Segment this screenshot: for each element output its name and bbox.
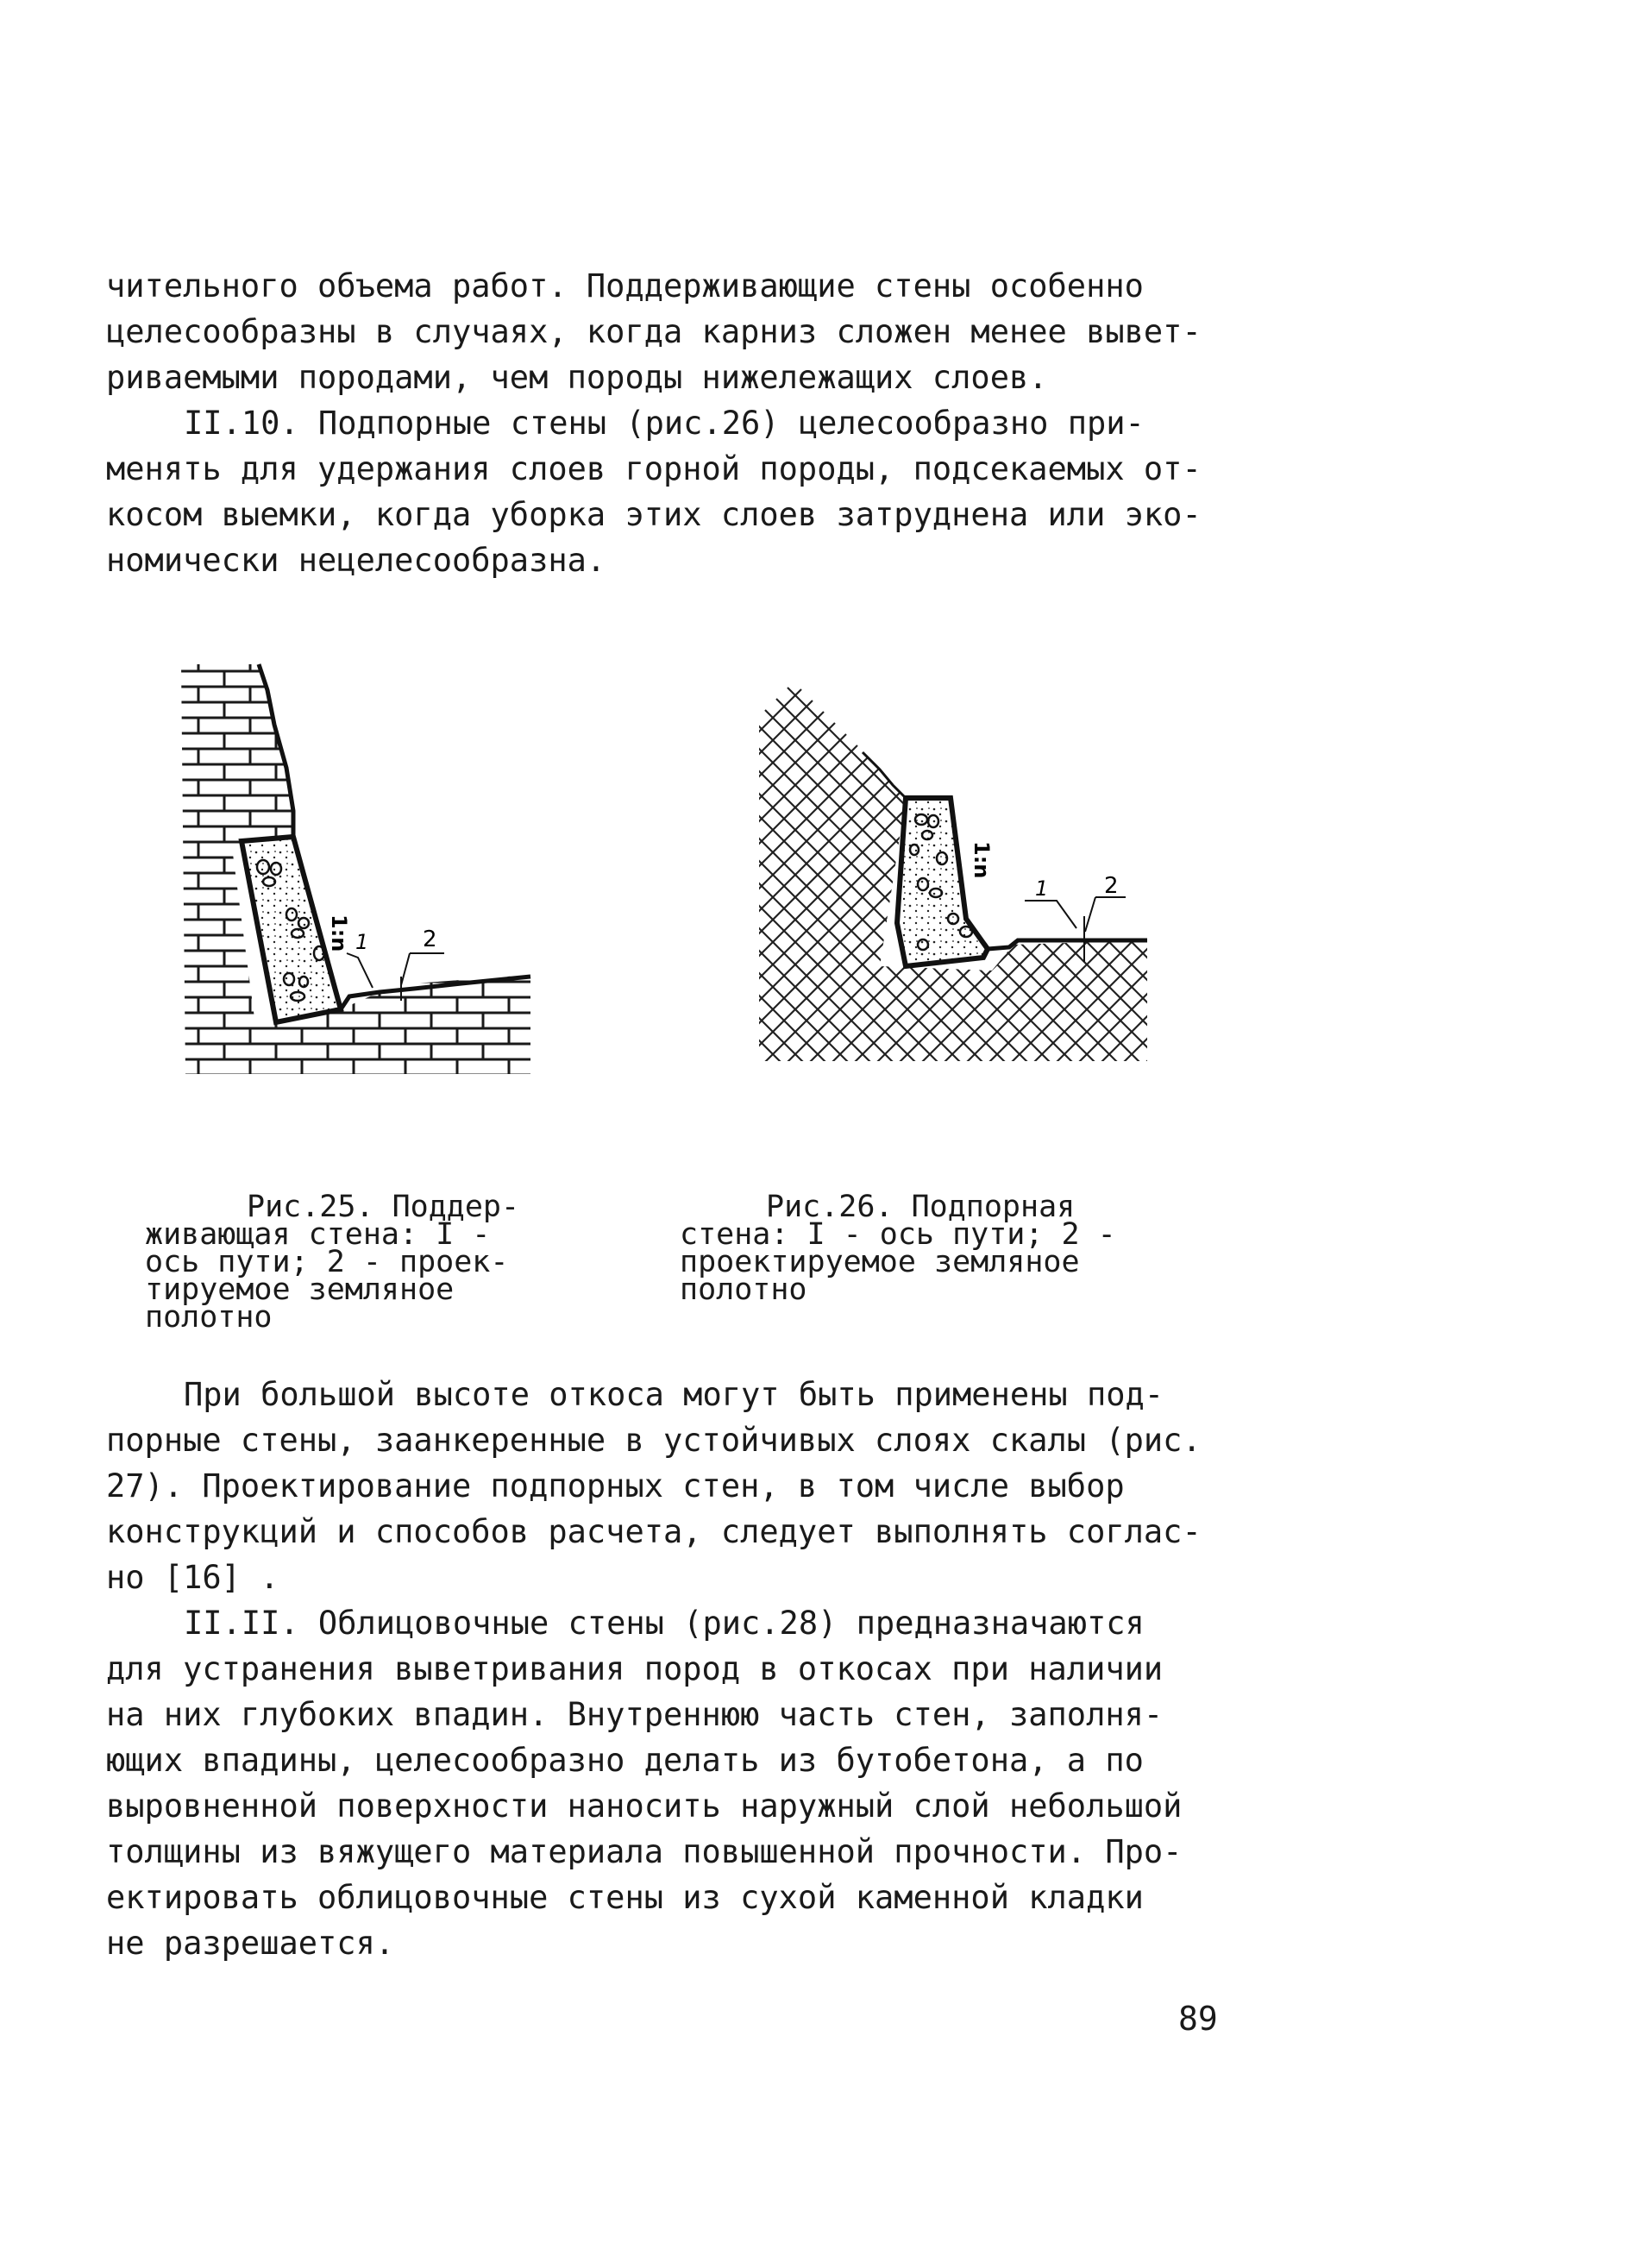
text-line: конструкций и способов расчета, следует выполнять соглас- bbox=[106, 1513, 1202, 1550]
caption-line: стена: I - ось пути; 2 - bbox=[680, 1217, 1116, 1252]
slope-label: 1:n bbox=[327, 914, 351, 952]
caption-line: ось пути; 2 - проек- bbox=[145, 1245, 509, 1279]
label-2: 2 bbox=[423, 927, 437, 952]
text-line: порные стены, заанкеренные в устойчивых слоях скалы (рис. bbox=[106, 1422, 1202, 1459]
figure-25-supporting-wall bbox=[121, 656, 569, 1087]
label-1: 1 bbox=[355, 930, 369, 954]
text-line: не разрешается. bbox=[106, 1925, 395, 1962]
text-line: косом выемки, когда уборка этих слоев затруднена или эко- bbox=[106, 496, 1202, 533]
caption-line: Рис.26. Подпорная bbox=[766, 1190, 1076, 1224]
text-line: II.10. Подпорные стены (рис.26) целесообразно при- bbox=[184, 405, 1145, 442]
caption-line: проектируемое земляное bbox=[680, 1245, 1080, 1279]
caption-line: Рис.25. Поддер- bbox=[247, 1190, 520, 1224]
leader-2 bbox=[1085, 897, 1126, 932]
slope-label: 1:n bbox=[970, 841, 994, 879]
text-line: чительного объема работ. Поддерживающие стены особенно bbox=[106, 267, 1144, 305]
retaining-wall bbox=[897, 798, 988, 966]
caption-line: полотно bbox=[145, 1300, 273, 1335]
text-line: номически нецелесообразна. bbox=[106, 542, 606, 579]
caption-line: живающая стена: I - bbox=[145, 1217, 491, 1252]
leader-1 bbox=[347, 953, 373, 988]
figure-26-caption bbox=[680, 1190, 1163, 1307]
label-2: 2 bbox=[1104, 873, 1119, 899]
paragraph-bottom bbox=[106, 1372, 1219, 1966]
caption-line: полотно bbox=[680, 1272, 807, 1307]
text-line: но [16] . bbox=[106, 1559, 279, 1596]
text-line: на них глубоких впадин. Внутреннюю часть стен, заполня- bbox=[106, 1696, 1164, 1733]
text-line: менять для удержания слоев горной породы, подсекаемых от- bbox=[106, 450, 1202, 487]
text-line: 27). Проектирование подпорных стен, в том числе выбор bbox=[106, 1467, 1125, 1505]
text-line: толщины из вяжущего материала повышенной прочности. Про- bbox=[106, 1833, 1183, 1870]
paragraph-top bbox=[106, 263, 1219, 583]
text-line: целесообразны в случаях, когда карниз сложен менее вывет- bbox=[106, 313, 1202, 350]
text-line: для устранения выветривания пород в откосах при наличии bbox=[106, 1650, 1164, 1687]
figure-25-drawing bbox=[121, 656, 569, 1087]
text-line: выровненной поверхности наносить наружный слой небольшой bbox=[106, 1787, 1183, 1825]
leader-2 bbox=[401, 953, 444, 985]
figure-26-drawing bbox=[750, 673, 1182, 1070]
text-line: При большой высоте откоса могут быть применены под- bbox=[184, 1376, 1164, 1413]
text-line: II.II. Облицовочные стены (рис.28) предназначаются bbox=[184, 1605, 1145, 1642]
text-line: риваемыми породами, чем породы нижележащих слоев. bbox=[106, 359, 1048, 396]
label-1: 1 bbox=[1035, 876, 1049, 901]
caption-line: тируемое земляное bbox=[145, 1272, 455, 1307]
text-line: ектировать облицовочные стены из сухой каменной кладки bbox=[106, 1879, 1144, 1916]
page-number: 89 bbox=[1178, 2000, 1218, 2038]
text-line: ющих впадины, целесообразно делать из бутобетона, а по bbox=[106, 1742, 1144, 1779]
leader-1 bbox=[1025, 901, 1076, 928]
figure-26-retaining-wall bbox=[750, 673, 1182, 1070]
figure-25-caption bbox=[145, 1190, 593, 1335]
